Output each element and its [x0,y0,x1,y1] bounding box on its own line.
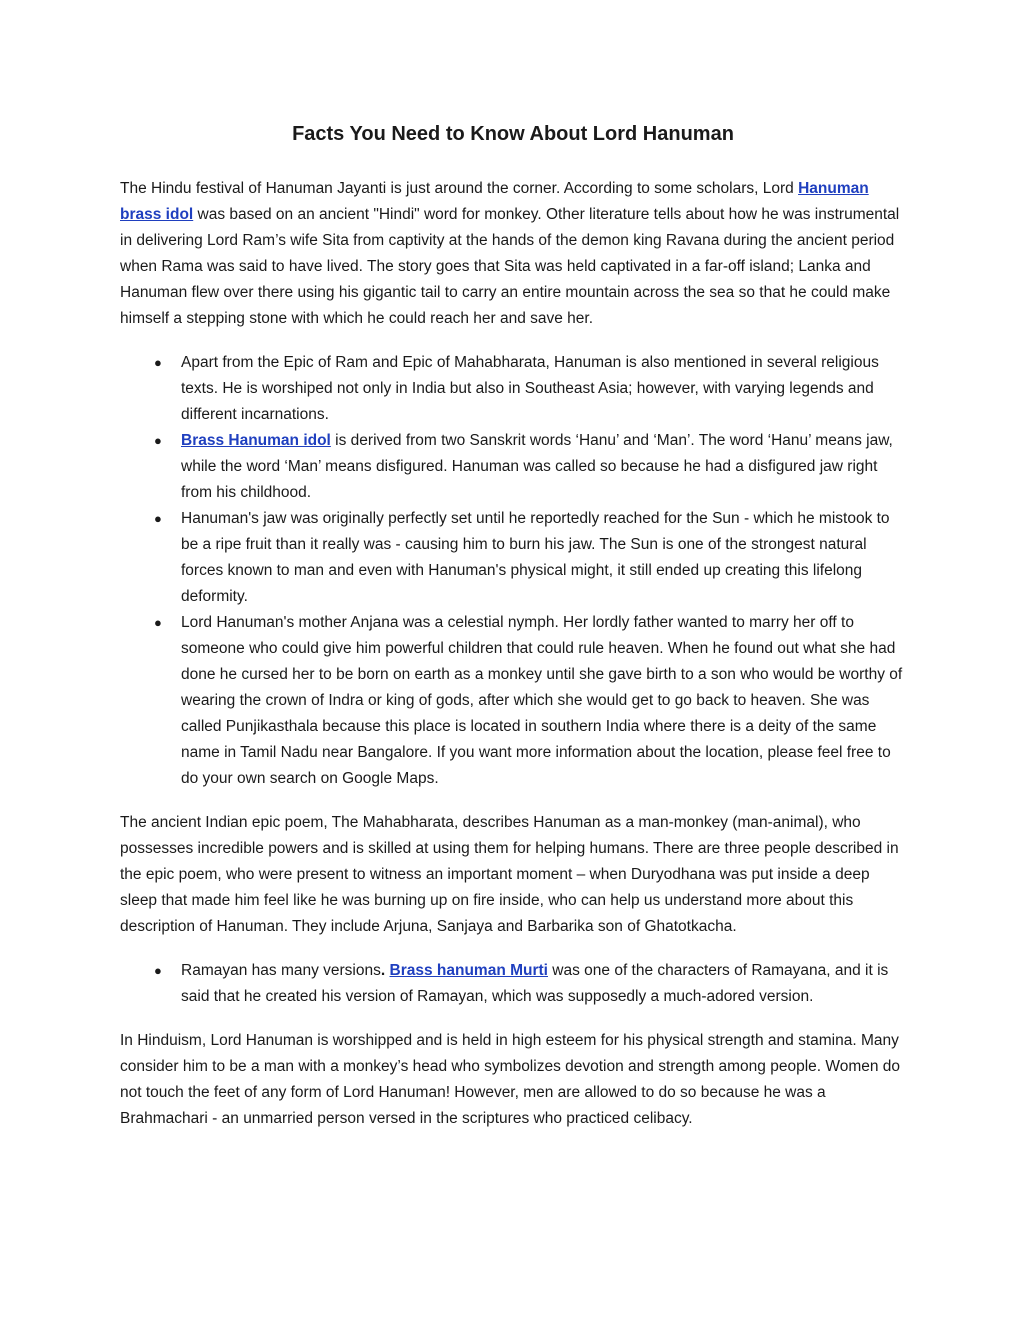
bullet-icon: ● [154,963,162,978]
list-item-text: Ramayan has many versions [181,962,381,979]
intro-text-end: was based on an ancient "Hindi" word for monkey. Other literature tells about how he was instrumental in delivering Lord Ram’s wife Sita from captivity at the hands of the demon king Ravana during the ancient period when Rama was said to have lived. The story goes that Sita was held captivated in a far-off island; Lanka and Hanuman flew over there using his gigantic tail to carry an entire mountain across the sea so that he could make himself a stepping stone with which he could reach her and save her. [120,206,900,327]
brass-hanuman-murti-link[interactable]: Brass hanuman Murti [389,962,548,979]
bullet-icon: ● [154,355,162,370]
facts-list [120,350,906,792]
list-item-text: Apart from the Epic of Ram and Epic of Mahabharata, Hanuman is also mentioned in several religious texts. He is worshiped not only in India but also in Southeast Asia; however, with varying legends and different incarnations. [181,354,879,423]
intro-text-start: The Hindu festival of Hanuman Jayanti is just around the corner. According to some scholars, Lord [120,180,799,197]
bullet-icon: ● [154,615,162,630]
page-title: Facts You Need to Know About Lord Hanuman [292,123,734,145]
ramayan-list [120,958,906,1010]
list-item [120,958,906,1010]
list-item-text: Lord Hanuman's mother Anjana was a celestial nymph. Her lordly father wanted to marry her off to someone who could give him powerful children that could rule heaven. When he found out what she had done he cursed her to be born on earth as a monkey until she gave birth to a son who would be worthy of wearing the crown of Indra or king of gods, after which she would get to go back to heaven. She was called Punjikasthala because this place is located in southern India where there is a deity of the same name in Tamil Nadu near Bangalore. If you want more information about the location, please feel free to do your own search on Google Maps. [181,614,903,787]
hanuman-brass-idol-link[interactable]: Hanuman brass idol [120,180,869,223]
list-item [120,610,906,792]
list-item-text: is derived from two Sanskrit words ‘Hanu’ and ‘Man’. The word ‘Hanu’ means jaw, while the word ‘Man’ means disfigured. Hanuman was called so because he had a disfigured jaw right from his childhood. [181,432,893,501]
bullet-icon: ● [154,511,162,526]
document-page [120,118,906,1150]
list-item [120,428,906,506]
list-item [120,350,906,428]
intro-paragraph [120,176,906,332]
list-item [120,506,906,610]
list-item-separator: . [380,962,390,979]
list-item-text: Hanuman's jaw was originally perfectly set until he reportedly reached for the Sun - which he mistook to be a ripe fruit than it really was - causing him to burn his jaw. The Sun is one of the strongest natural forces known to man and even with Hanuman's physical might, it still ended up creating this lifelong deformity. [181,510,890,605]
bullet-icon: ● [154,433,162,448]
brass-hanuman-idol-link[interactable]: Brass Hanuman idol [181,432,331,449]
list-item-text-end: was one of the characters of Ramayana, and it is said that he created his version of Ramayan, which was supposedly a much-adored version. [181,962,889,1005]
hinduism-paragraph: In Hinduism, Lord Hanuman is worshipped and is held in high esteem for his physical strength and stamina. Many consider him to be a man with a monkey’s head who symbolizes devotion and strength among people. Women do not touch the feet of any form of Lord Hanuman! However, men are allowed to do so because he was a Brahmachari - an unmarried person versed in the scriptures who practiced celibacy. [120,1032,901,1127]
mahabharata-paragraph: The ancient Indian epic poem, The Mahabharata, describes Hanuman as a man-monkey (man-animal), who possesses incredible powers and is skilled at using them for helping humans. There are three people described in the epic poem, who were present to witness an important moment – when Duryodhana was put inside a deep sleep that made him feel like he was burning up on fire inside, who can help us understand more about this description of Hanuman. They include Arjuna, Sanjaya and Barbarika son of Ghatotkacha. [120,814,899,935]
